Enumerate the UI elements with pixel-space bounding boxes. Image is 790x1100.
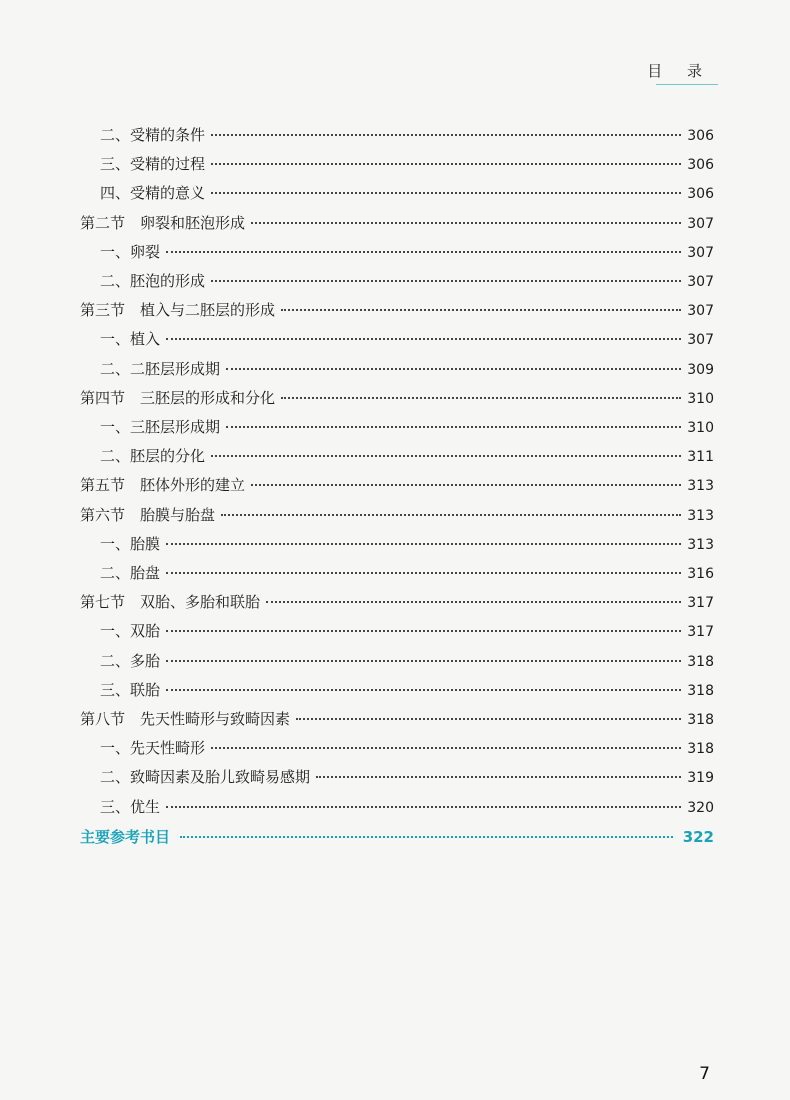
- dot-leader: [211, 747, 681, 749]
- toc-subsection-entry[interactable]: [100, 126, 714, 145]
- toc-section-entry[interactable]: [80, 710, 714, 729]
- toc-subsection-entry[interactable]: [100, 272, 714, 291]
- toc-entry-page: 313: [687, 536, 714, 553]
- dot-leader: [221, 514, 681, 516]
- toc-entry-page: 318: [687, 712, 714, 728]
- toc-subsection-entry[interactable]: [100, 739, 714, 758]
- dot-leader: [166, 338, 681, 340]
- toc-entry-label: 四、受精的意义: [100, 184, 206, 203]
- toc-entry-label: 第五节 胚体外形的建立: [80, 476, 246, 495]
- toc-entry-page: 307: [687, 215, 714, 232]
- toc-entry-label: 第八节 先天性畸形与致畸因素: [80, 710, 291, 728]
- toc-entry-label: 二、多胎: [100, 651, 161, 670]
- dot-leader: [316, 776, 681, 778]
- toc-entry-label: 第二节 卵裂和胚泡形成: [80, 213, 246, 232]
- toc-entry-label: 一、双胎: [100, 622, 161, 641]
- references-label: 主要参考书目: [80, 828, 171, 846]
- toc-entry-label: 三、优生: [100, 797, 161, 816]
- page-number: 7: [699, 1064, 710, 1084]
- dot-leader: [166, 689, 681, 691]
- dot-leader: [166, 572, 681, 574]
- toc-subsection-entry[interactable]: [100, 184, 714, 203]
- dot-leader: [226, 368, 681, 370]
- dot-leader: [251, 484, 681, 486]
- toc-subsection-entry[interactable]: [100, 155, 714, 174]
- dot-leader: [166, 251, 681, 253]
- toc-entry-page: 320: [687, 799, 714, 816]
- toc-entry-label: 一、卵裂: [100, 242, 161, 261]
- dot-leader: [180, 836, 673, 838]
- references-entry[interactable]: [80, 826, 714, 847]
- toc-entry-page: 313: [687, 507, 714, 524]
- toc-entry-label: 第六节 胎膜与胎盘: [80, 505, 216, 524]
- toc-entry-page: 318: [687, 682, 714, 699]
- toc-entry-label: 第三节 植入与二胚层的形成: [80, 301, 276, 320]
- toc-entry-label: 二、致畸因素及胎儿致畸易感期: [100, 768, 311, 787]
- toc-entry-label: 第四节 三胚层的形成和分化: [80, 388, 276, 407]
- dot-leader: [166, 806, 681, 808]
- toc-entry-page: 306: [687, 186, 714, 203]
- toc-entry-page: 318: [687, 653, 714, 670]
- references-page: 322: [682, 828, 714, 846]
- toc-section-entry[interactable]: [80, 593, 714, 612]
- dot-leader: [166, 660, 681, 662]
- toc-subsection-entry[interactable]: [100, 798, 714, 817]
- toc-subsection-entry[interactable]: [100, 330, 714, 349]
- toc-entry-label: 一、先天性畸形: [100, 739, 206, 758]
- toc-entry-label: 二、二胚层形成期: [100, 359, 221, 378]
- toc-entry-label: 三、受精的过程: [100, 155, 206, 174]
- toc-entry-label: 二、胚层的分化: [100, 447, 206, 466]
- toc-entry-page: 307: [687, 244, 714, 261]
- toc-entry-page: 311: [687, 449, 714, 466]
- toc-entry-page: 317: [687, 624, 714, 641]
- dot-leader: [211, 280, 681, 282]
- toc-entry-page: 307: [687, 332, 714, 349]
- page-header-title: 目 录: [647, 62, 712, 80]
- toc-entry-page: 316: [687, 566, 714, 582]
- toc-section-entry[interactable]: [80, 301, 714, 320]
- dot-leader: [251, 222, 681, 224]
- toc-entry-label: 第七节 双胎、多胎和联胎: [80, 593, 261, 612]
- dot-leader: [211, 163, 681, 165]
- toc-subsection-entry[interactable]: [100, 652, 714, 671]
- toc-entry-page: 319: [687, 770, 714, 787]
- dot-leader: [211, 134, 681, 136]
- toc-subsection-entry[interactable]: [100, 360, 714, 379]
- toc-entry-page: 310: [687, 390, 714, 407]
- dot-leader: [281, 309, 681, 311]
- toc-entry-page: 313: [687, 478, 714, 495]
- toc-entry-page: 306: [687, 128, 714, 144]
- toc-section-entry[interactable]: [80, 476, 714, 495]
- toc-entry-page: 317: [687, 595, 714, 612]
- toc-section-entry[interactable]: [80, 389, 714, 408]
- dot-leader: [281, 397, 681, 399]
- dot-leader: [166, 630, 681, 632]
- toc-entry-label: 三、联胎: [100, 680, 161, 699]
- toc-entry-label: 二、受精的条件: [100, 126, 206, 144]
- toc-section-entry[interactable]: [80, 506, 714, 525]
- toc-subsection-entry[interactable]: [100, 681, 714, 700]
- toc-subsection-entry[interactable]: [100, 535, 714, 554]
- toc-entry-label: 一、胎膜: [100, 534, 161, 553]
- toc-subsection-entry[interactable]: [100, 622, 714, 641]
- toc-subsection-entry[interactable]: [100, 564, 714, 583]
- toc-subsection-entry[interactable]: [100, 768, 714, 787]
- toc-entry-label: 一、三胚层形成期: [100, 418, 221, 436]
- dot-leader: [296, 718, 681, 720]
- toc-entry-page: 306: [687, 157, 714, 174]
- toc-subsection-entry[interactable]: [100, 447, 714, 466]
- toc-entry-label: 二、胎盘: [100, 564, 161, 582]
- toc-subsection-entry[interactable]: [100, 243, 714, 262]
- toc-section-entry[interactable]: [80, 214, 714, 233]
- header-rule: [656, 84, 718, 85]
- toc-entry-page: 318: [687, 741, 714, 758]
- toc-entry-page: 307: [687, 274, 714, 290]
- dot-leader: [211, 455, 681, 457]
- dot-leader: [211, 192, 681, 194]
- toc-entry-label: 二、胚泡的形成: [100, 272, 206, 290]
- toc-entry-page: 307: [687, 303, 714, 320]
- dot-leader: [266, 601, 681, 603]
- toc-subsection-entry[interactable]: [100, 418, 714, 437]
- dot-leader: [166, 543, 681, 545]
- dot-leader: [226, 426, 681, 428]
- toc-entry-label: 一、植入: [100, 330, 161, 349]
- toc-entry-page: 310: [687, 420, 714, 436]
- toc-entry-page: 309: [687, 361, 714, 378]
